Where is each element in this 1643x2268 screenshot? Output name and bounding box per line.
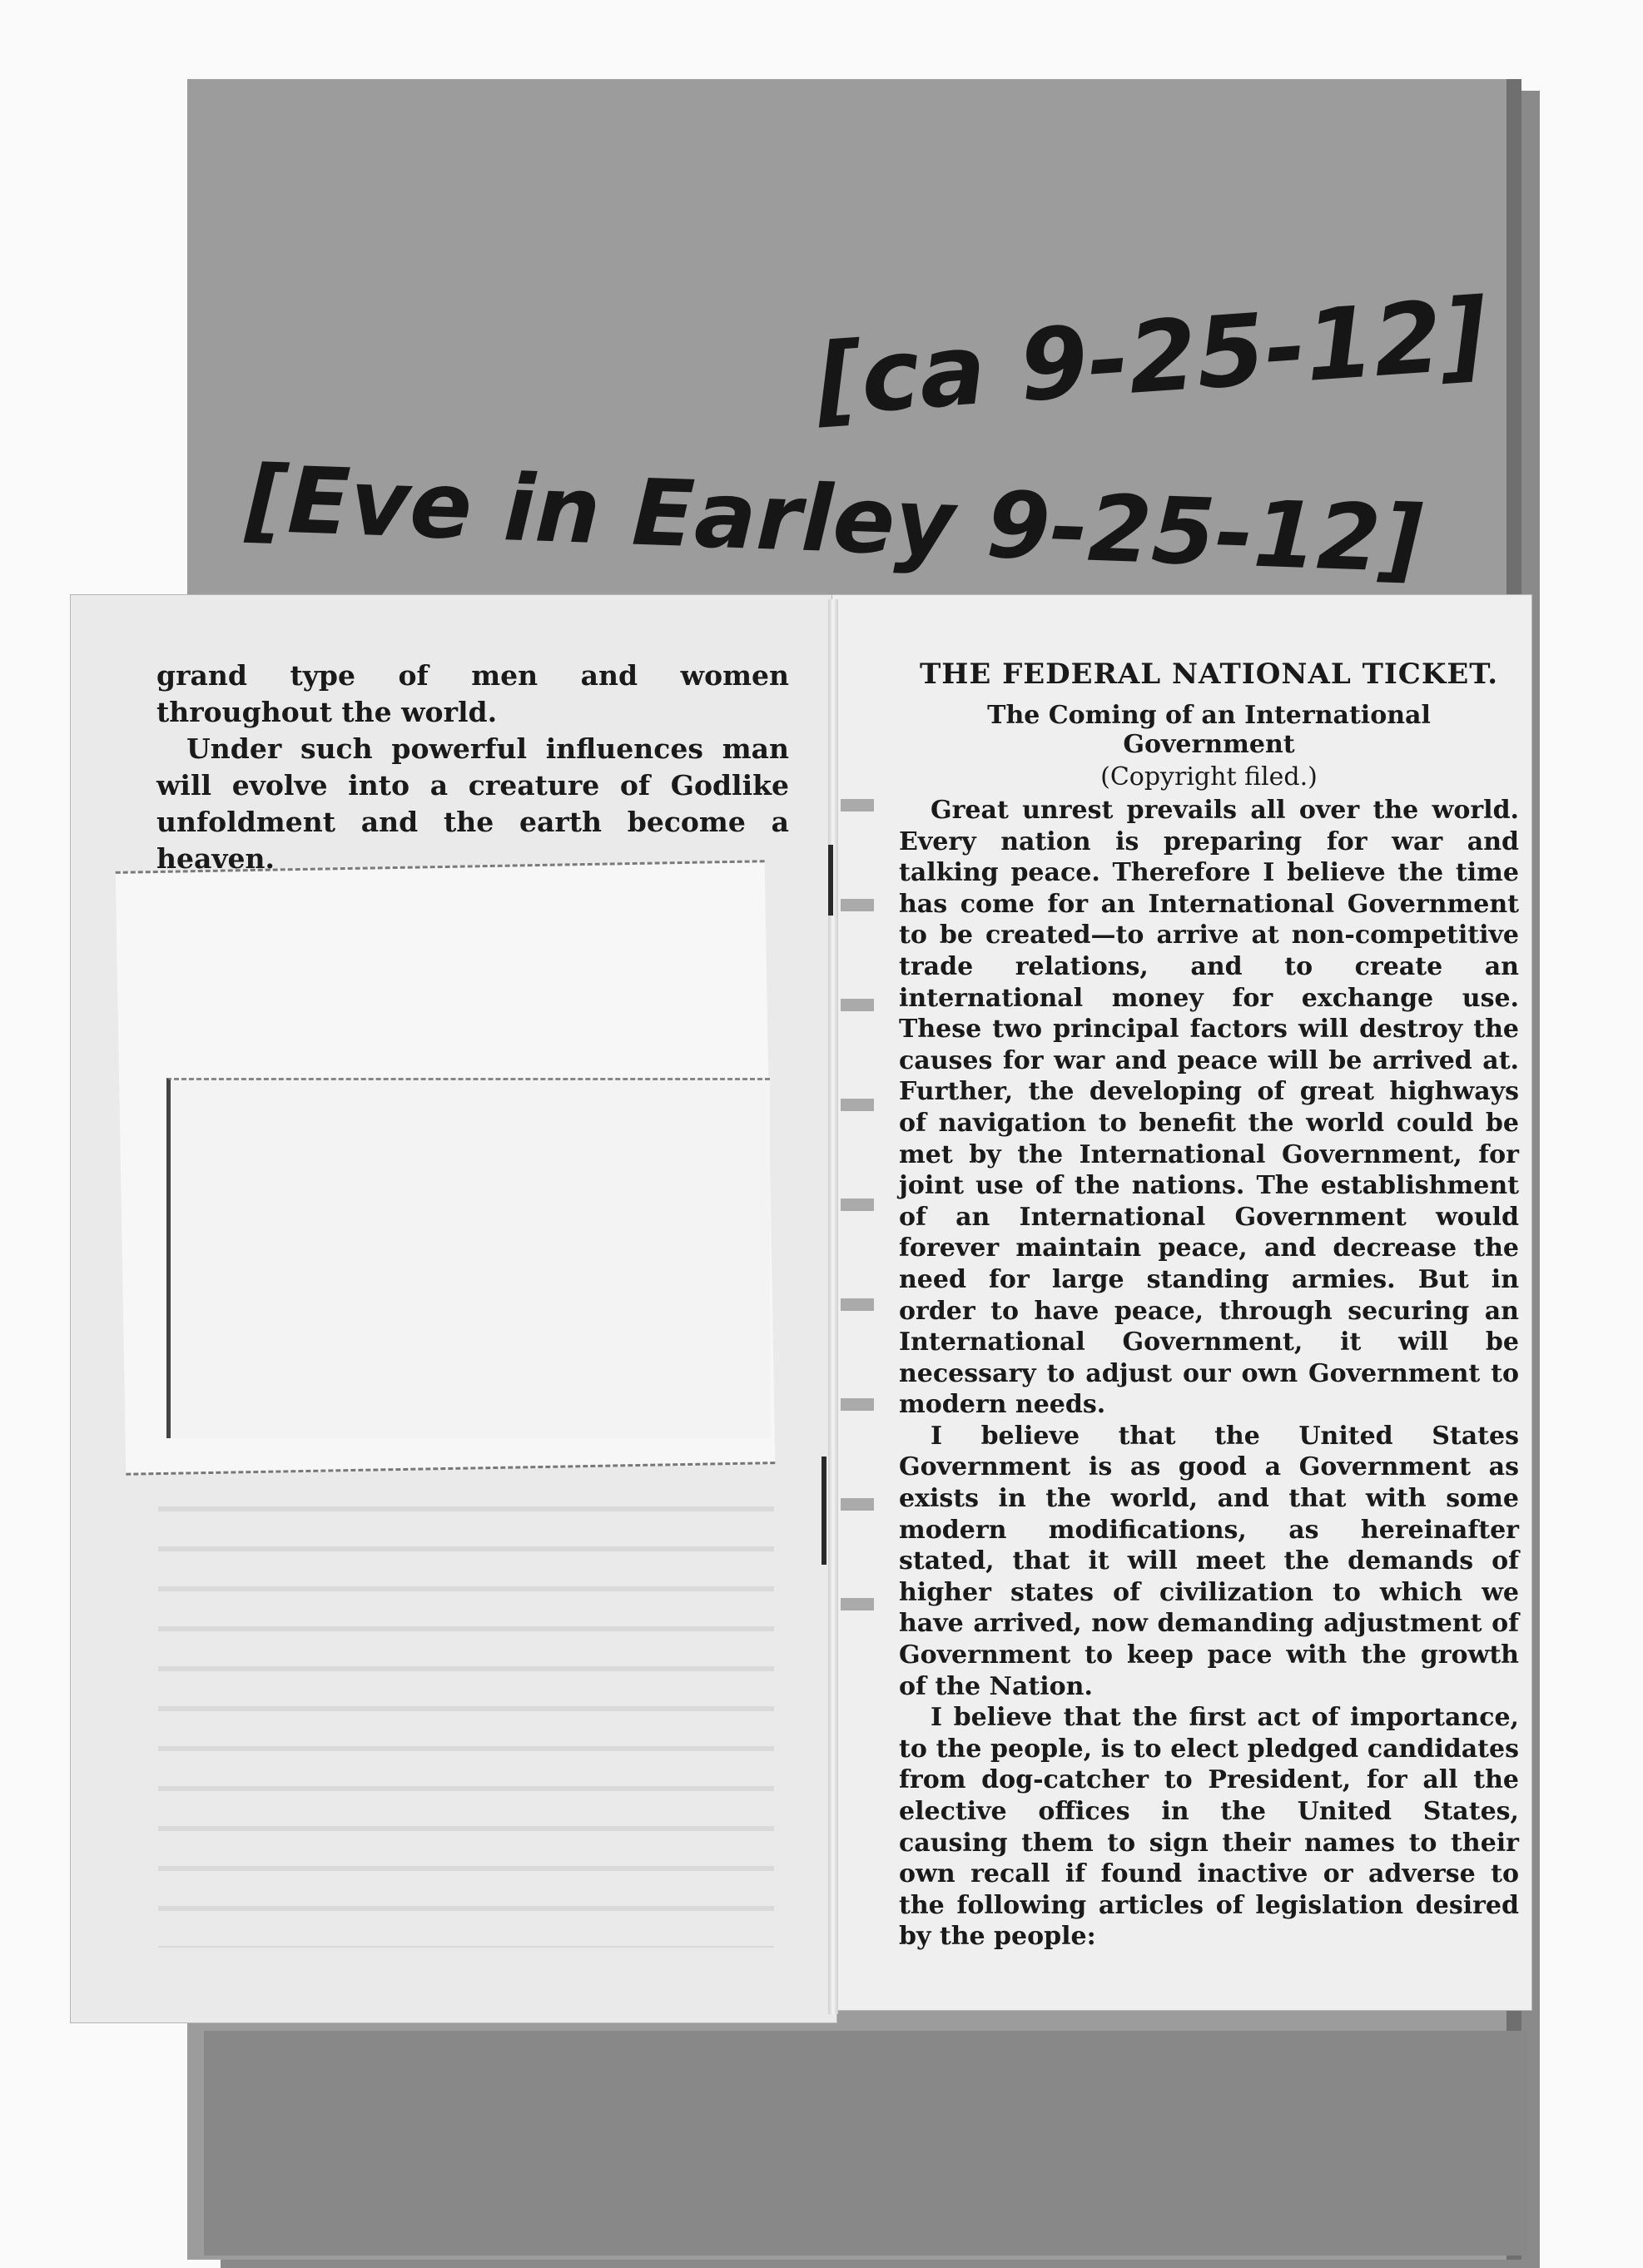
body-paragraph: Great unrest prevails all over the world. Every nation is preparing for war and talking peace. Therefore I believe the time has come for an International Government to be created—to arrive at non-competitive trade relations, and to create an international money for exchange use. These two principal factors will destroy the causes for war and peace will be arrived at. Further, the developing of great highways of navigation to benefit the world could be met by the International Government, for joint use of the nations. The establishment of an International Government would forever maintain peace, and decrease the need for large standing armies. But in order to have peace, through securing an International Government, it will be necessary to adjust our own Government to modern needs. [899, 796, 1519, 1420]
left-paragraph: grand type of men and women throughout the world. [156, 659, 789, 728]
left-paragraph: Under such powerful influences man will evolve into a creature of Godlike unfoldment and the earth become a heaven. [156, 732, 789, 875]
handwritten-date-note: [ca 9-25-12] [812, 276, 1491, 438]
page-title: THE FEDERAL NATIONAL TICKET. [919, 658, 1499, 691]
right-page-text [899, 658, 1519, 1953]
left-page-text [156, 658, 789, 877]
page-subtitle: The Coming of an International Government [987, 701, 1431, 759]
body-paragraph: I believe that the first act of importance, to the people, is to elect pledged candidates from dog-catcher to President, for all the elective offices in the United States, causing them to sign their names to their own recall if found inactive or adverse to the following articles of legislation desired by the people: [899, 1703, 1519, 1952]
handwritten-attribution-note: [Eve in Earley 9-25-12] [244, 445, 1425, 593]
binding-staple-top [828, 845, 833, 916]
margin-ink-marks [841, 749, 874, 1698]
torn-paper-flap [166, 1078, 770, 1438]
faded-show-through-text [158, 1481, 774, 1948]
folder-bottom-edge [204, 2031, 1527, 2256]
booklet-spine [828, 599, 838, 2014]
body-paragraph: I believe that the United States Government is as good a Government as exists in the world, and that with some modern modifications, as hereinafter stated, that it will meet the demands of higher states of civilization to which we have arrived, now demanding adjustment of Government to keep pace with the growth of the Nation. [899, 1421, 1519, 1701]
binding-staple-bottom [822, 1457, 826, 1565]
copyright-note: (Copyright filed.) [1100, 762, 1318, 792]
